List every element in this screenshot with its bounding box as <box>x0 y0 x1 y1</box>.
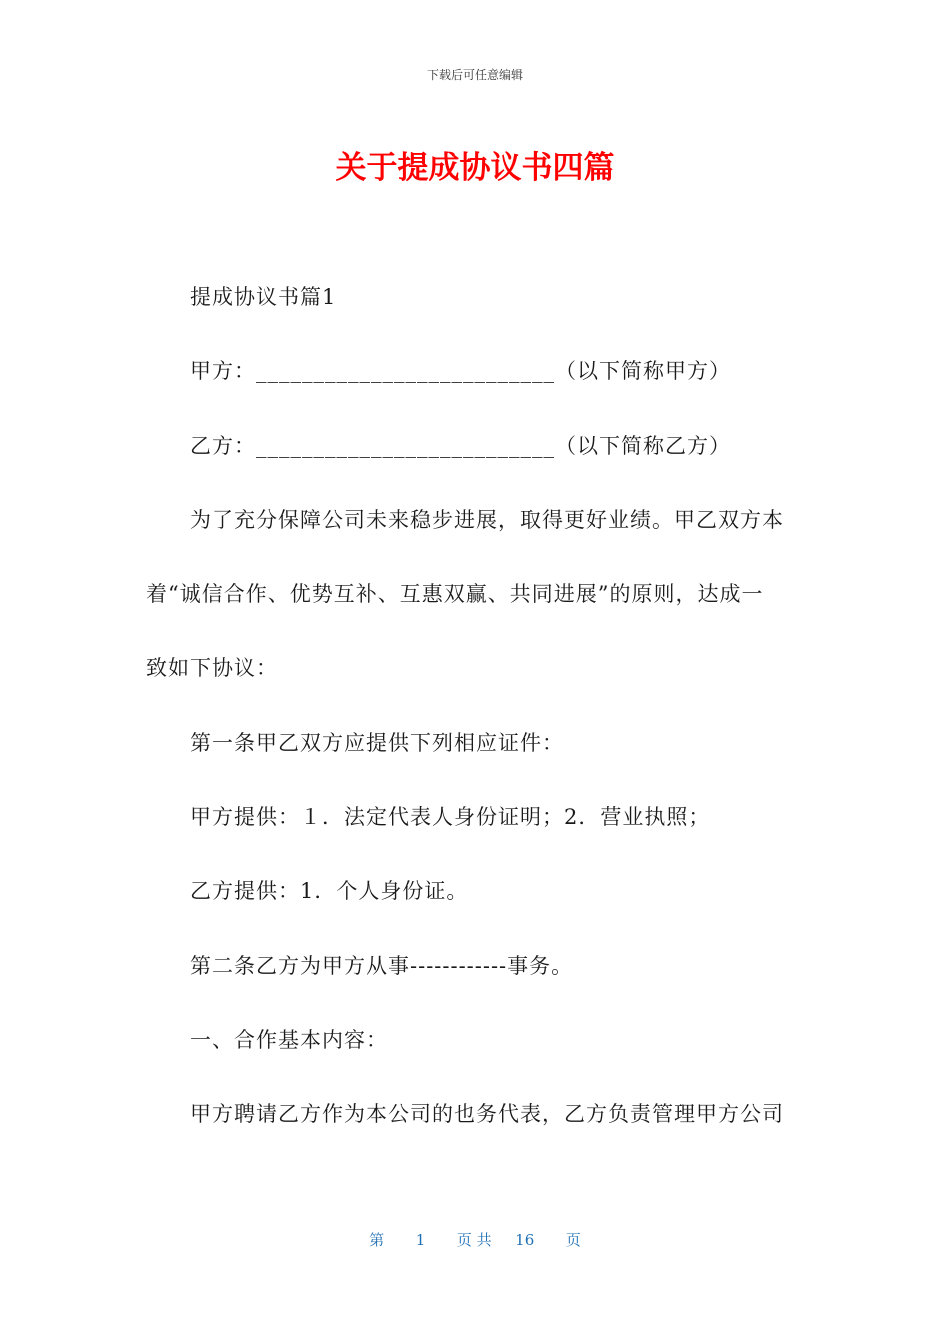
subsection-heading: 一、合作基本内容： <box>190 1027 388 1052</box>
document-body <box>146 277 796 1169</box>
header-note: 下载后可任意编辑 <box>426 68 523 82</box>
footer-suffix: 页 <box>565 1231 581 1249</box>
document-title: 关于提成协议书四篇 <box>335 150 615 186</box>
paragraph-line: 乙方提供：1．个人身份证。 <box>190 879 469 904</box>
footer-middle: 页 共 <box>456 1231 492 1249</box>
page-footer <box>0 1229 950 1250</box>
paragraph-line: 甲方聘请乙方作为本公司的也务代表，乙方负责管理甲方公司 <box>190 1102 784 1127</box>
section-heading: 提成协议书篇1 <box>190 285 337 309</box>
page-number: 1 <box>415 1231 426 1249</box>
footer-prefix: 第 <box>369 1231 385 1249</box>
paragraph-line: 为了充分保障公司未来稳步进展，取得更好业绩。甲乙双方本 <box>190 507 784 532</box>
article-heading: 第二条乙方为甲方从事------------事务。 <box>190 953 574 978</box>
article-heading: 第一条甲乙双方应提供下列相应证件： <box>190 730 564 755</box>
paragraph-line: 甲方提供：１．法定代表人身份证明；2．营业执照； <box>190 805 711 830</box>
party-b-line: 乙方：__________________________（以下简称乙方） <box>190 433 731 458</box>
party-a-line: 甲方：__________________________（以下简称甲方） <box>190 359 731 384</box>
paragraph-line: 致如下协议： <box>146 656 278 681</box>
paragraph-line: 着“诚信合作、优势互补、互惠双赢、共同进展”的原则，达成一 <box>146 582 764 607</box>
page-total: 16 <box>515 1231 535 1249</box>
